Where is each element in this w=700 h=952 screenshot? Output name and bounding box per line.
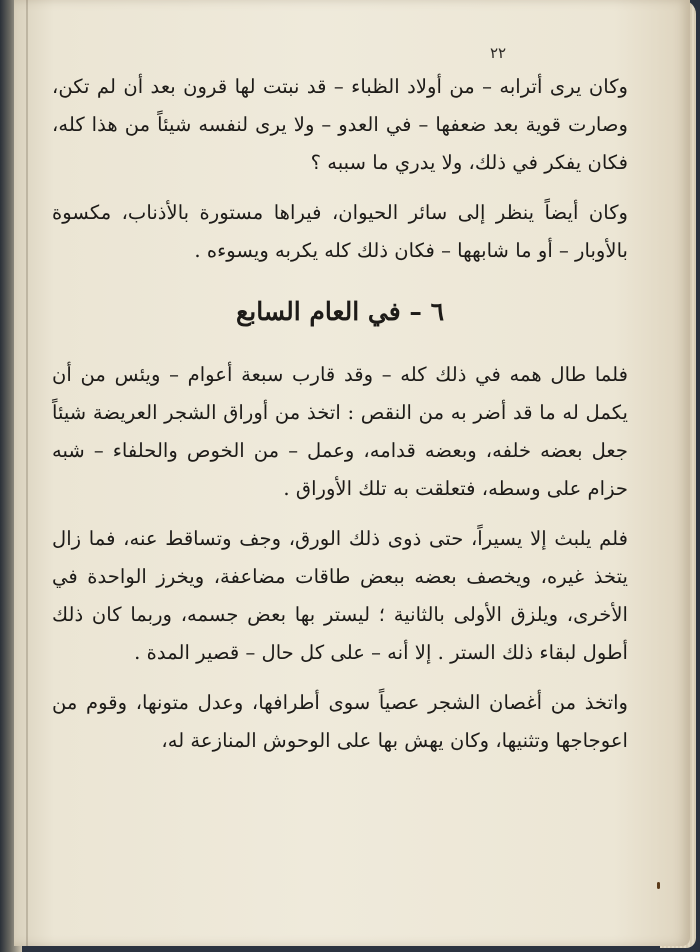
- paragraph-1: وكان يرى أترابه – من أولاد الظباء – قد نبتت لها قرون بعد أن لم تكن، وصارت قوية بعد ضعفها – في العدو – ولا يرى لنفسه شيئاً من هذا كله، فكان يفكر في ذلك، ولا يدري ما سببه ؟: [52, 75, 628, 174]
- page-text: [52, 68, 628, 772]
- section-heading: ٦ – في العام السابع: [235, 297, 444, 326]
- ink-mark: [657, 882, 660, 889]
- paragraph-3: فلما طال همه في ذلك كله – وقد قارب سبعة أعوام – ويئس من أن يكمل له ما قد أضر به من النقص : اتخذ من أوراق الشجر العريضة شيئاً جعل بعضه خلفه، وبعضه قدامه، وعمل – من الخوص والحلفاء – شبه حزام على وسطه، فتعلقت به تلك الأوراق .: [52, 363, 628, 500]
- page-number: ٢٢: [490, 44, 507, 62]
- paragraph-4: فلم يلبث إلا يسيراً، حتى ذوى ذلك الورق، وجف وتساقط عنه، فما زال يتخذ غيره، ويخصف بعضه ببعض طاقات مضاعفة، ويخرز الواحدة في الأخرى، ويلزق الأولى بالثانية ؛ ليستر بها بعض جسمه، وربما كان ذلك أطول لبقاء ذلك الستر . إلا أنه – على كل حال – قصير المدة .: [52, 527, 628, 664]
- paragraph-2: وكان أيضاً ينظر إلى سائر الحيوان، فيراها مستورة بالأذناب، مكسوة بالأوبار – أو ما شابهها – فكان ذلك كله يكربه ويسوءه .: [52, 201, 628, 262]
- paragraph-5: واتخذ من أغصان الشجر عصياً سوى أطرافها، وعدل متونها، وقوم من اعوجاجها وتثنيها، وكان يهش بها على الوحوش المنازعة له،: [52, 691, 628, 752]
- page-fold-line: [26, 0, 28, 946]
